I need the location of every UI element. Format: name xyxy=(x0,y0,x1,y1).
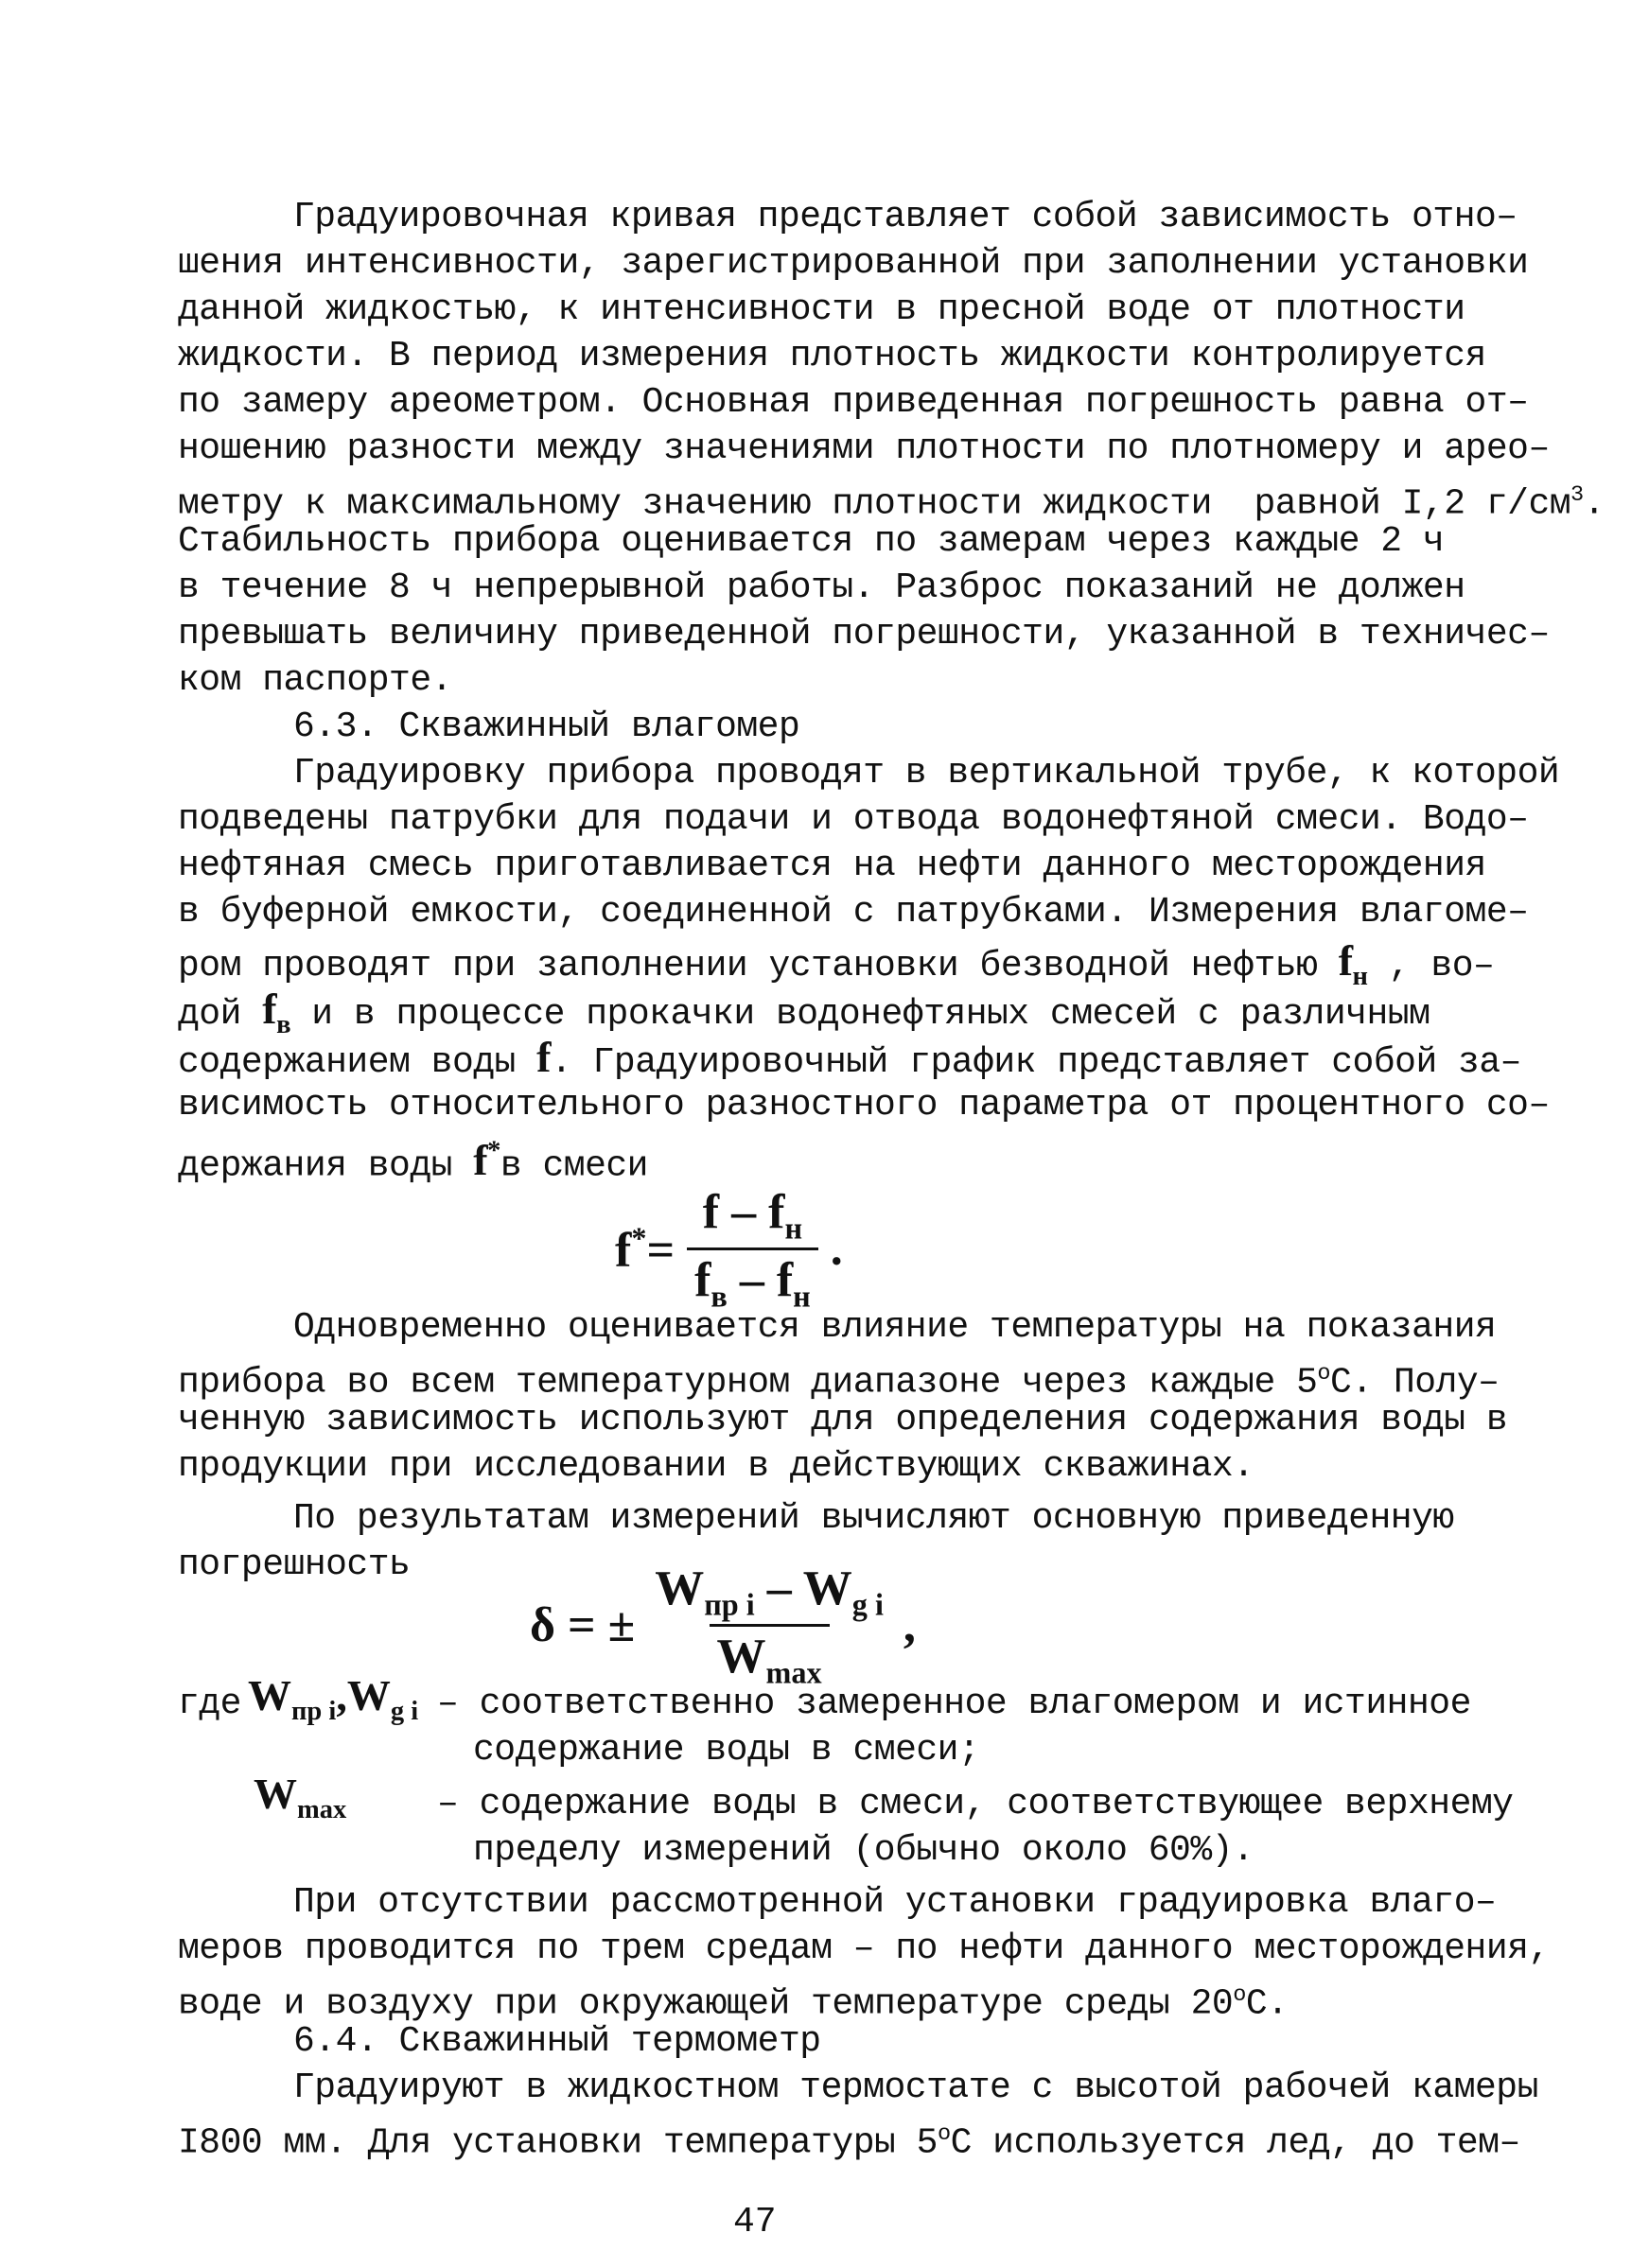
formula-f-star: f*= $\frac{f - f_н}{f_в - f_н}$ . xyxy=(615,1185,843,1314)
legend-desc: – соответственно замеренное влагомером и истинное xyxy=(437,1684,1471,1724)
text-line: ченную зависимость используют для определения содержания воды в xyxy=(178,1400,1508,1440)
text-line: данной жидкостью, к интенсивности в пресной воде от плотности xyxy=(178,289,1465,330)
text-line: По результатам измерений вычисляют основную приведенную xyxy=(293,1498,1454,1539)
text-line: Градуировочная кривая представляет собой зависимость отно– xyxy=(293,197,1517,237)
text-line: в буферной емкости, соединенной с патрубками. Измерения влагоме– xyxy=(178,892,1529,933)
degree-sign: o xyxy=(1317,1361,1331,1387)
f-v-symbol: $f_в$ xyxy=(262,985,290,1040)
page-number: 47 xyxy=(733,2202,777,2242)
legend-desc: пределу измерений (обычно около 60%). xyxy=(473,1830,1254,1871)
legend-term-w: $W_{пр i},W_{g i}$ xyxy=(248,1671,419,1727)
text-line: Одновременно оценивается влияние температуры на показания xyxy=(293,1307,1497,1348)
text-line: в течение 8 ч непрерывной работы. Разброс показаний не должен xyxy=(178,567,1465,608)
text-line: шения интенсивности, зарегистрированной при заполнении установки xyxy=(178,243,1529,284)
text-line: подведены патрубки для подачи и отвода водонефтяной смеси. Водо– xyxy=(178,799,1529,840)
text-line: погрешность xyxy=(178,1544,411,1585)
text-line: дой $f_в$ и в процессе прокачки водонефтяных смесей с различным xyxy=(178,985,1430,1040)
text-line: по замеру ареометром. Основная приведенная погрешность равна от– xyxy=(178,382,1529,423)
text-line: жидкости. В период измерения плотность жидкости контролируется xyxy=(178,336,1486,376)
text-line: продукции при исследовании в действующих скважинах. xyxy=(178,1446,1254,1487)
text-line: ком паспорте. xyxy=(178,660,452,701)
f-symbol: f xyxy=(536,1033,551,1081)
superscript-3: 3 xyxy=(1570,482,1584,508)
text-line: Градуировку прибора проводят в вертикальной трубе, к которой xyxy=(293,753,1560,794)
text-line: содержанием воды f. Градуировочный график представляет собой за– xyxy=(178,1033,1521,1083)
degree-sign: o xyxy=(937,2121,951,2147)
f-n-symbol: $f_н$ xyxy=(1338,936,1368,992)
legend-term-wmax: $W_{max}$ xyxy=(254,1770,347,1825)
text-line: прибора во всем температурном диапазоне через каждые 5$^o$С. Полу– xyxy=(178,1361,1500,1404)
legend-desc: – содержание воды в смеси, соответствующее верхнему xyxy=(437,1784,1514,1824)
text-line: Градуируют в жидкостном термостате с высотой рабочей камеры xyxy=(293,2067,1538,2108)
legend-desc: содержание воды в смеси; xyxy=(473,1730,980,1771)
text-line: метру к максимальному значению плотности жидкости равной I,2 $г/см^3$. xyxy=(178,482,1605,525)
section-heading: 6.3. Скважинный влагомер xyxy=(293,707,800,747)
text-line: ношению разности между значениями плотности по плотномеру и арео– xyxy=(178,428,1550,469)
text-line: воде и воздуху при окружающей температуре среды 20$^o$С. xyxy=(178,1982,1289,2025)
text-line: ром проводят при заполнении установки безводной нефтью $f_н$ , во– xyxy=(178,936,1495,992)
degree-sign: o xyxy=(1233,1982,1246,2008)
text-line: При отсутствии рассмотренной установки градуировка влаго– xyxy=(293,1882,1497,1923)
f-star-symbol: f* xyxy=(473,1136,500,1185)
text-line: где xyxy=(178,1684,241,1724)
text-line: превышать величину приведенной погрешности, указанной в техничес– xyxy=(178,614,1550,654)
text-line: I800 мм. Для установки температуры 5$^o$С используется лед, до тем– xyxy=(178,2121,1520,2164)
section-heading: 6.4. Скважинный термометр xyxy=(293,2021,821,2062)
formula-delta: δ = ± $\frac{W_{пр i} - W_{g i}}{W_{max}}$ , xyxy=(530,1561,916,1690)
text-line: нефтяная смесь приготавливается на нефти данного месторождения xyxy=(178,846,1486,886)
text-line: висимость относительного разностного параметра от процентного со– xyxy=(178,1085,1550,1125)
text-line: Стабильность прибора оценивается по замерам через каждые 2 ч xyxy=(178,521,1445,562)
text-line: меров проводится по трем средам – по нефти данного месторождения, xyxy=(178,1928,1550,1969)
text-line: держания воды f*в смеси xyxy=(178,1136,648,1187)
